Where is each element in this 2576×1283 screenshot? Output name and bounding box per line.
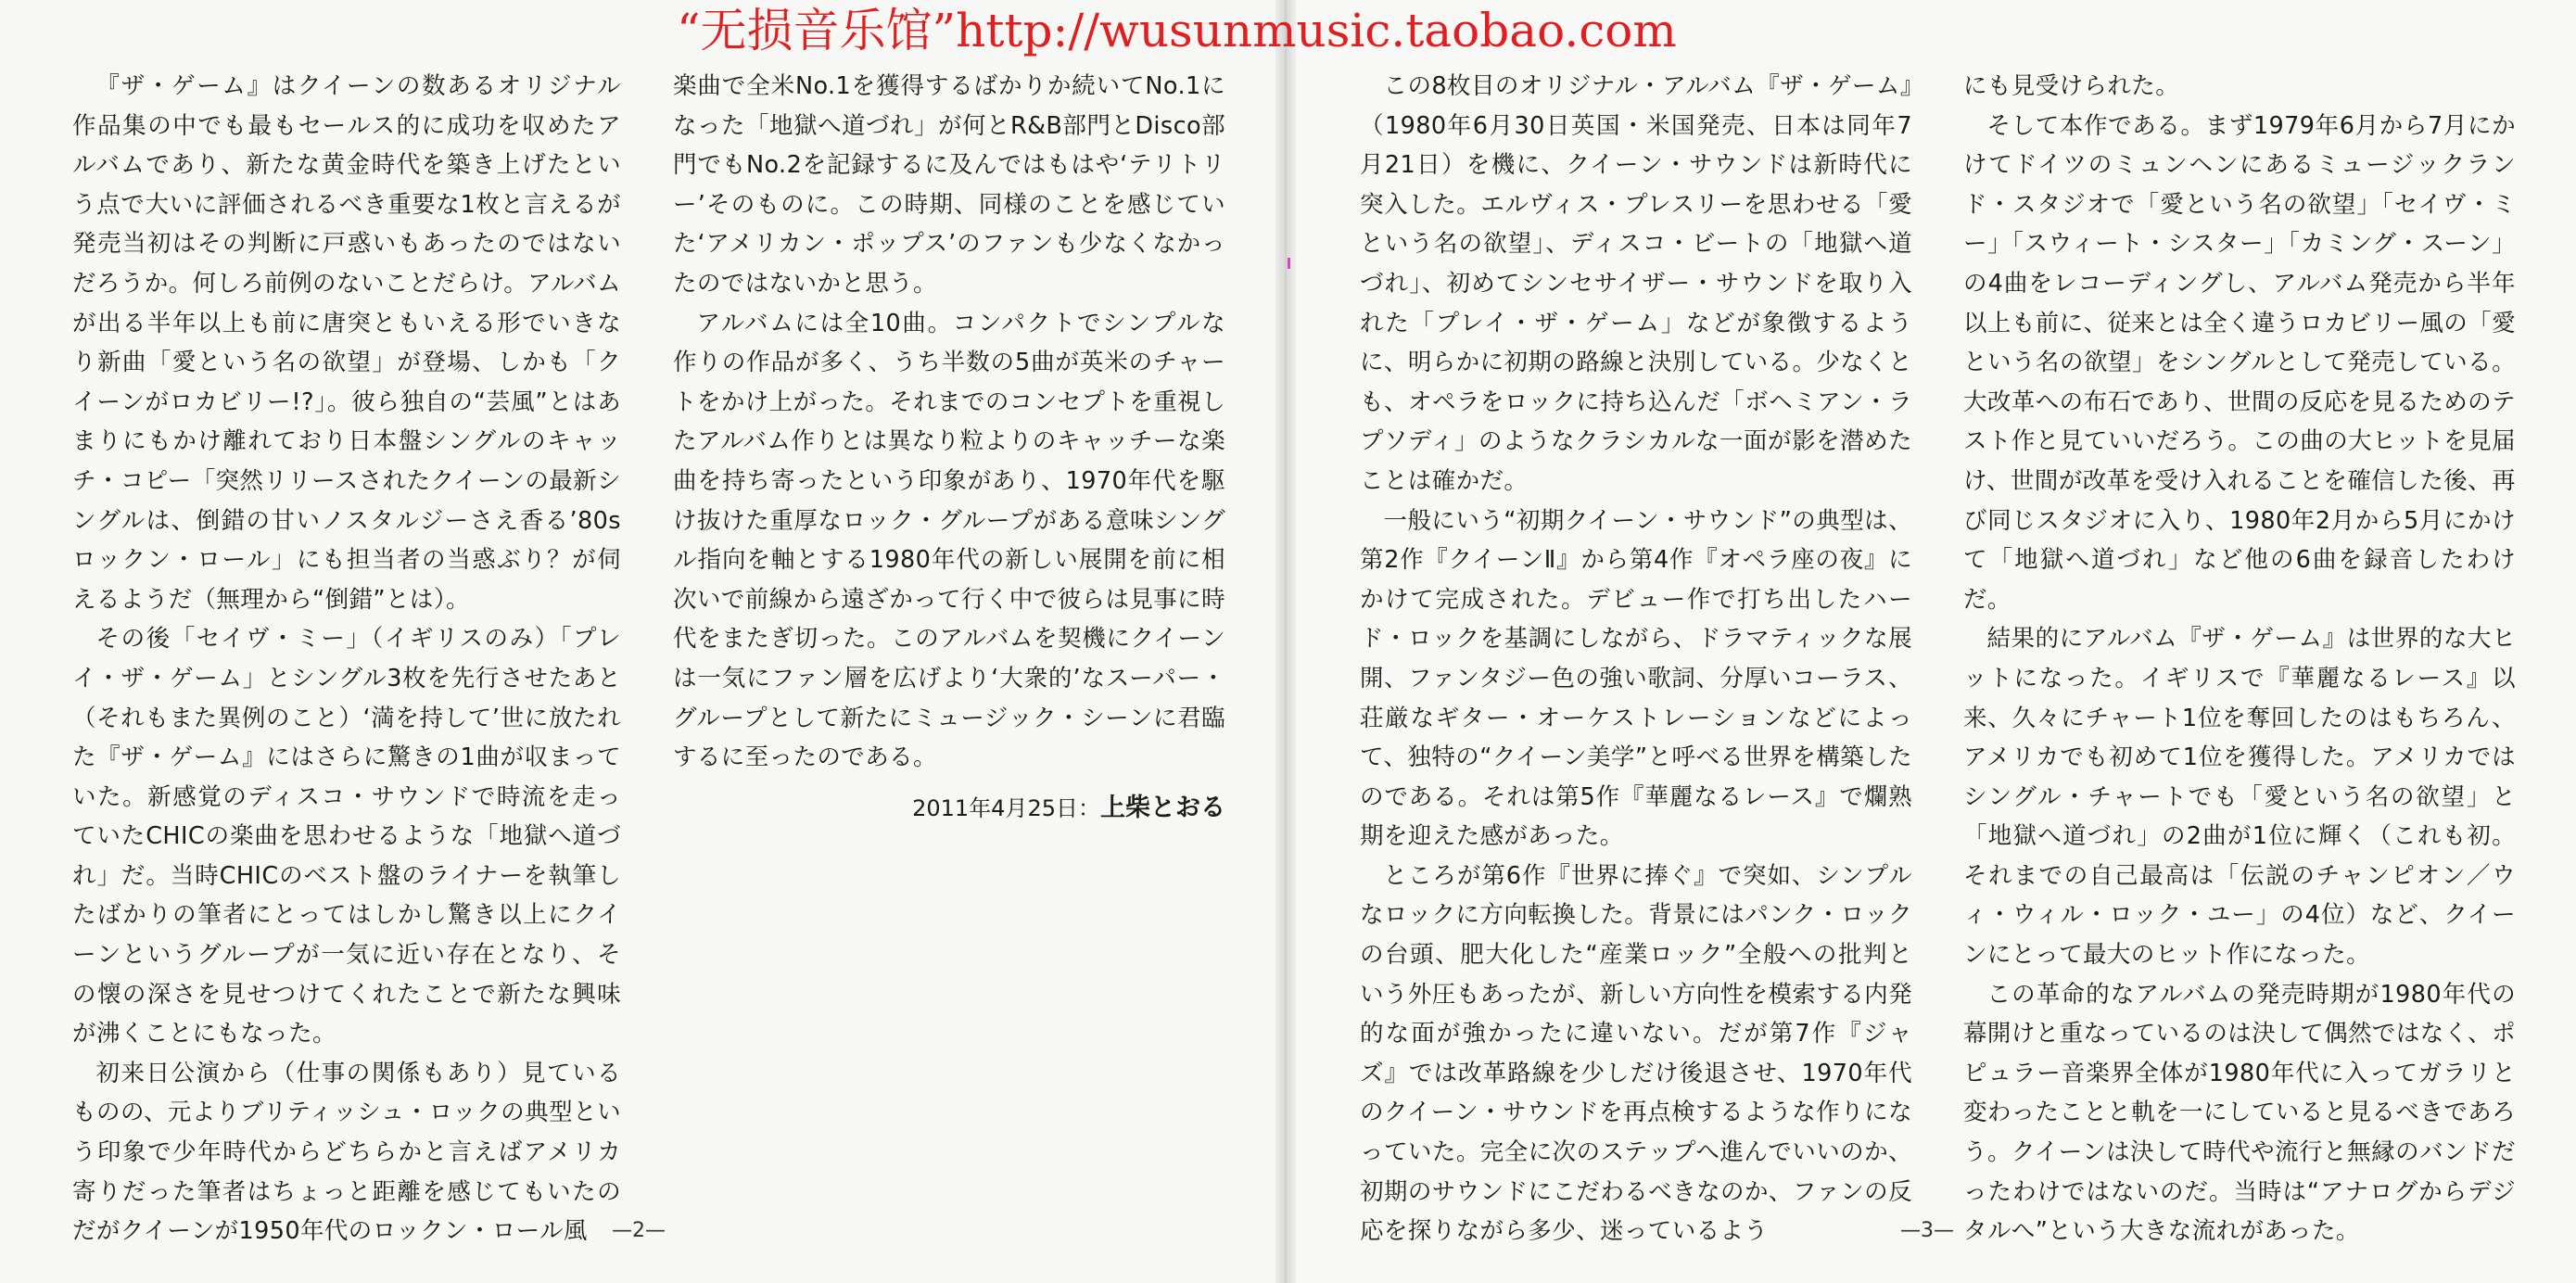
- paragraph: ところが第6作『世界に捧ぐ』で突如、シンプルなロックに方向転換した。背景にはパンク・ロックの台頭、肥大化した“産業ロック”全般への批判という外圧もあったが、新しい方向性を模索する内発的な面が強かったに違いない。だが第7作『ジャズ』では改革路線を少しだけ後退させ、1970年代のクイーン・サウンドを再点検するような作りになっていた。完全に次のステップへ進んでいいのか、初期のサウンドにこだわるべきなのか、ファンの反応を探りながら多少、迷っているよう: [1360, 861, 1912, 1246]
- paragraph: この革命的なアルバムの発売時期が1980年代の幕開けと重なっているのは決して偶然ではなく、ポピュラー音楽界全体が1980年代に入ってガラリと変わったことと軌を一にしていると見るべきであろう。クイーンは決して時代や流行と無縁のバンドだったわけではないのだ。当時は“アナログからデジタルへ”という大きな流れがあった。: [1963, 980, 2516, 1246]
- watermark-text: “无损音乐馆”http://wusunmusic.taobao.com: [677, 4, 1677, 57]
- paragraph: そして本作である。まず1979年6月から7月にかけてドイツのミュンヘンにあるミュージックランド・スタジオで「愛という名の欲望」「セイヴ・ミー」「スウィート・シスター」「カミング・スーン」の4曲をレコーディングし、アルバム発売から半年以上も前に、従来とは全く違うロカビリー風の「愛という名の欲望」をシングルとして発売している。大改革への布石であり、世間の反応を見るためのテスト作と見ていいだろう。この曲の大ヒットを見届け、世間が改革を受け入れることを確信した後、再び同じスタジオに入り、1980年2月から5月にかけて「地獄へ道づれ」など他の6曲を録音したわけだ。: [1963, 111, 2516, 614]
- page-gutter: [1275, 0, 1296, 1283]
- paragraph: 初来日公演から（仕事の関係もあり）見ているものの、元よりブリティッシュ・ロックの典型という印象で少年時代からどちらかと言えばアメリカ寄りだった筆者はちょっと距離を感じてもいたのだがクイーンが1950年代のロックン・ロール風: [72, 1059, 621, 1246]
- paragraph: 楽曲で全米No.1を獲得するばかりか続いてNo.1になった「地獄へ道づれ」が何とR&B部門とDisco部門でもNo.2を記録するに及んではもはや‘テリトリー’そのものに。この時期、同様のことを感じていた‘アメリカン・ポップス’のファンも少なくなかったのではないかと思う。: [673, 72, 1225, 298]
- paragraph: この8枚目のオリジナル・アルバム『ザ・ゲーム』（1980年6月30日英国・米国発売、日本は同年7月21日）を機に、クイーン・サウンドは新時代に突入した。エルヴィス・プレスリーを思わせる「愛という名の欲望」、ディスコ・ビートの「地獄へ道づれ」、初めてシンセサイザー・サウンドを取り入れた「プレイ・ザ・ゲーム」などが象徴するように、明らかに初期の路線と決別している。少なくとも、オペラをロックに持ち込んだ「ボヘミアン・ラプソディ」のようなクラシカルな一面が影を潜めたことは確かだ。: [1360, 72, 1912, 495]
- paragraph: にも見受けられた。: [1963, 72, 2180, 100]
- page-number-right: —3—: [1900, 1219, 1954, 1242]
- right-page: [1285, 0, 2576, 1283]
- author: 上柴とおる: [1100, 794, 1225, 822]
- date-signature: [673, 790, 1225, 827]
- paragraph: その後「セイヴ・ミー」（イギリスのみ）「プレイ・ザ・ゲーム」とシングル3枚を先行させたあと（それもまた異例のこと）‘満を持して’世に放たれた『ザ・ゲーム』にはさらに驚きの1曲が収まっていた。新感覚のディスコ・サウンドで時流を走っていたCHICの楽曲を思わせるような「地獄へ道づれ」だ。当時CHICのベスト盤のライナーを執筆したばかりの筆者にとってはしかし驚き以上にクイーンというグループが一気に近い存在となり、その懐の深さを見せつけてくれたことで新たな興味が沸くことにもなった。: [72, 625, 621, 1048]
- left-page: [0, 0, 1285, 1283]
- paragraph: 『ザ・ゲーム』はクイーンの数あるオリジナル作品集の中でも最もセールス的に成功を収めたアルバムであり、新たな黄金時代を築き上げたという点で大いに評価されるべき重要な1枚と言えるが発売当初はその判断に戸惑いもあったのではないだろうか。何しろ前例のないことだらけ。アルバムが出る半年以上も前に唐突ともいえる形でいきなり新曲「愛という名の欲望」が登場、しかも「クイーンがロカビリー!?」。彼ら独自の“芸風”とはあまりにもかけ離れており日本盤シングルのキャッチ・コピー「突然リリースされたクイーンの最新シングルは、倒錯の甘いノスタルジーさえ香る’80sロックン・ロール」にも担当者の当惑ぶり？が伺えるようだ（無理から“倒錯”とは）。: [72, 72, 621, 614]
- print-mark: [1288, 258, 1290, 269]
- left-column-2: [673, 67, 1225, 778]
- paragraph: 結果的にアルバム『ザ・ゲーム』は世界的な大ヒットになった。イギリスで『華麗なるレース』以来、久々にチャート1位を奪回したのはもちろん、アメリカでも初めて1位を獲得した。アメリカではシングル・チャートでも「愛という名の欲望」と「地獄へ道づれ」の2曲が1位に輝く（これも初。それまでの自己最高は「伝説のチャンピオン／ウィ・ウィル・ロック・ユー」の4位）など、クイーンにとって最大のヒット作になった。: [1963, 625, 2516, 970]
- right-column-1: [1360, 67, 1912, 1251]
- paragraph: アルバムには全10曲。コンパクトでシンプルな作りの作品が多く、うち半数の5曲が英米のチャートをかけ上がった。それまでのコンセプトを重視したアルバム作りとは異なり粒よりのキャッチーな楽曲を持ち寄ったという印象があり、1970年代を駆け抜けた重厚なロック・グループがある意味シングル指向を軸とする1980年代の新しい展開を前に相次いで前線から遠ざかって行く中で彼らは見事に時代をまたぎ切った。このアルバムを契機にクイーンは一気にファン層を広げより‘大衆的’なスーパー・グループとして新たにミュージック・シーンに君臨するに至ったのである。: [673, 309, 1225, 772]
- left-column-1: [72, 67, 621, 1251]
- paragraph: 一般にいう“初期クイーン・サウンド”の典型は、第2作『クイーンⅡ』から第4作『オペラ座の夜』にかけて完成された。デビュー作で打ち出したハード・ロックを基調にしながら、ドラマティックな展開、ファンタジー色の強い歌詞、分厚いコーラス、荘厳なギター・オーケストレーションなどによって、独特の“クイーン美学”と呼べる世界を構築したのである。それは第5作『華麗なるレース』で爛熟期を迎えた感があった。: [1360, 506, 1912, 851]
- right-column-2: [1963, 67, 2516, 1251]
- date: 2011年4月25日：: [912, 795, 1100, 821]
- page-number-left: —2—: [612, 1219, 666, 1242]
